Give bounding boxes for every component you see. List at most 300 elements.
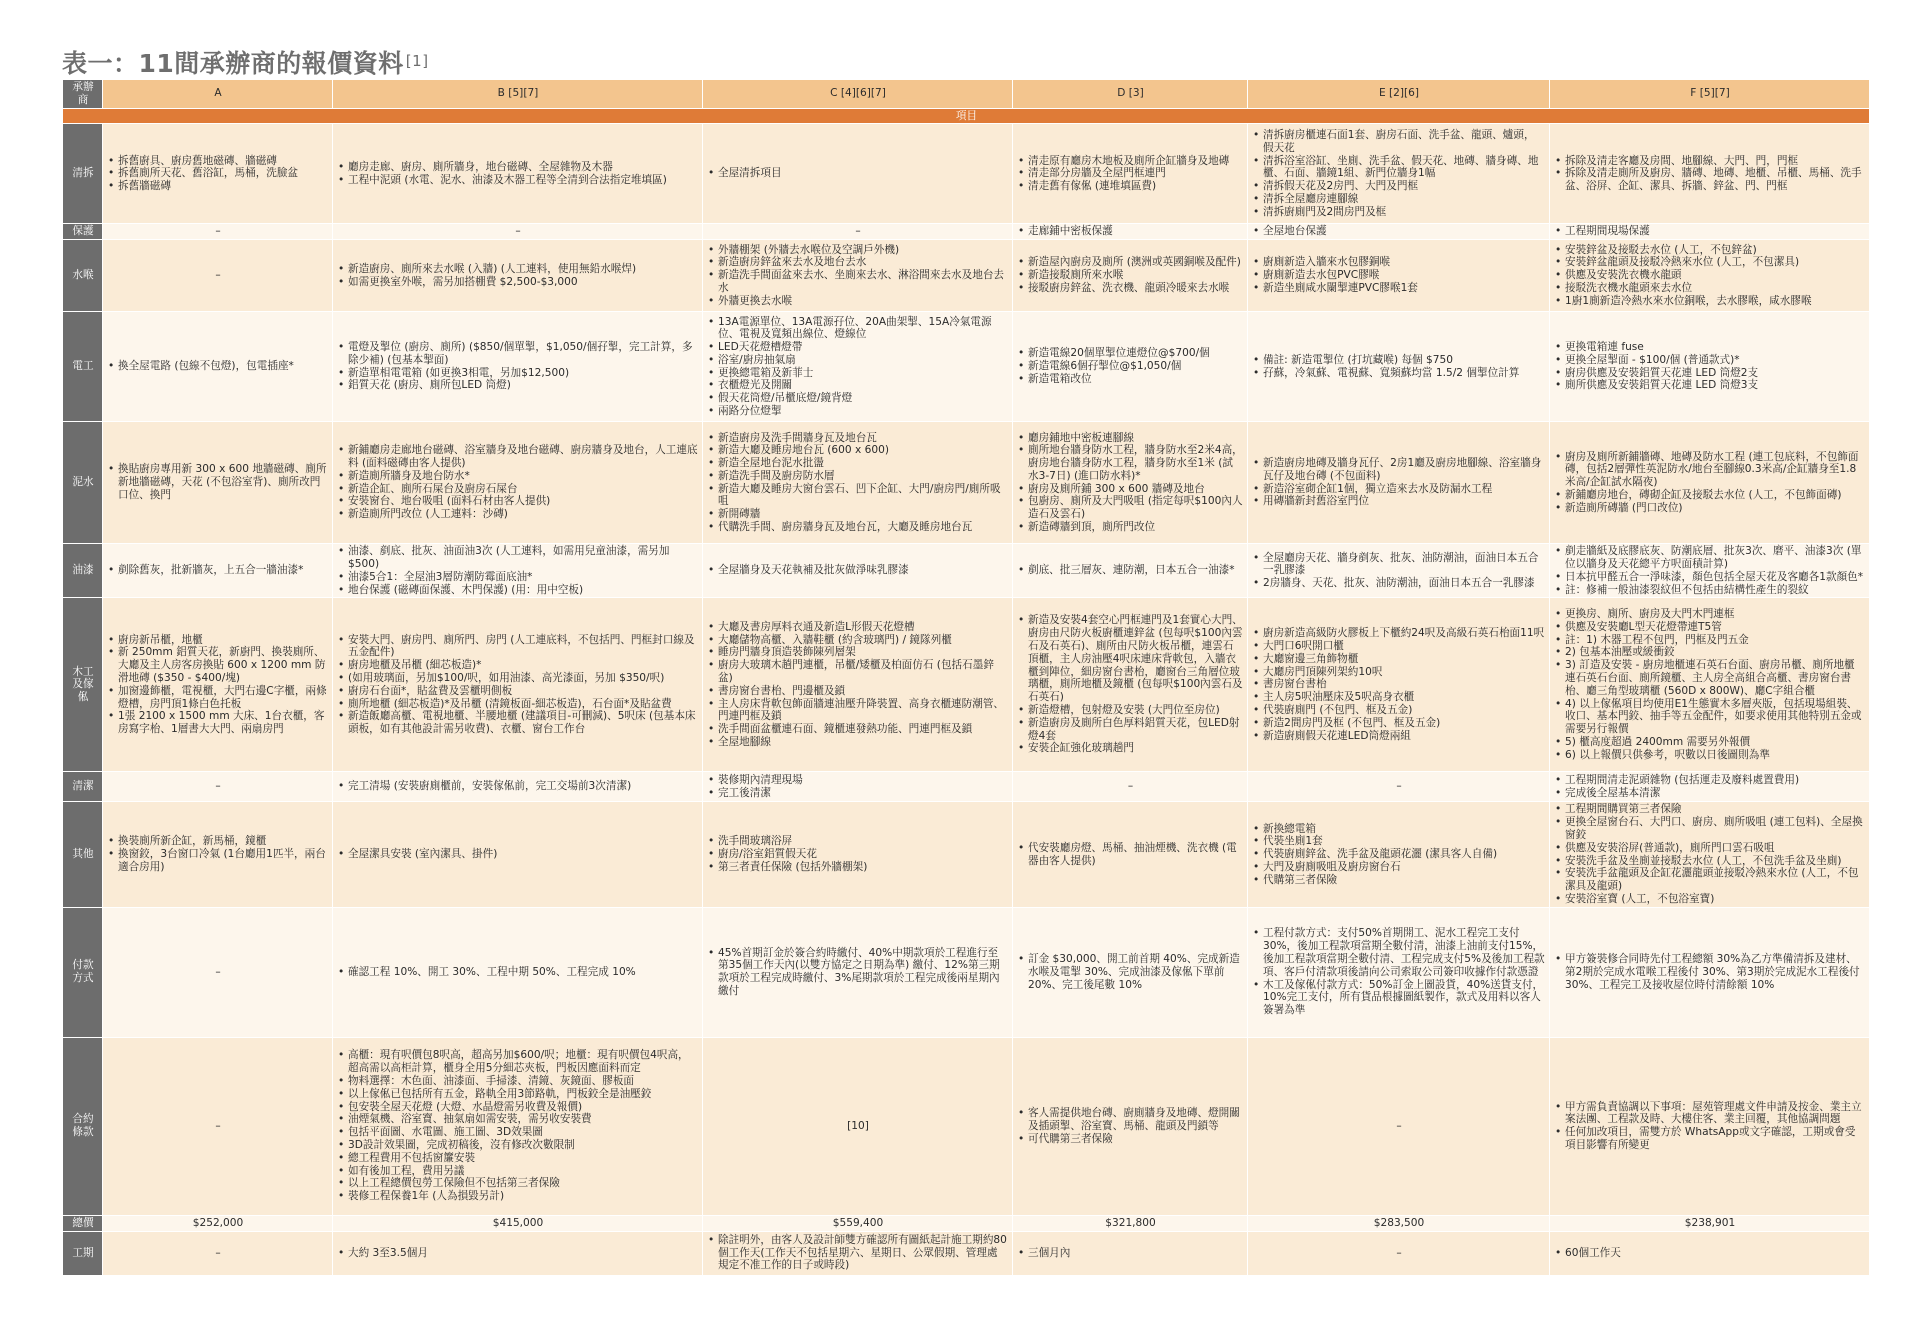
list-item: • 新造電線20個單掣位連燈位@$700/個	[1018, 347, 1243, 360]
row-label-plumbing: 水喉	[63, 240, 103, 312]
row-label-protection: 保護	[63, 224, 103, 240]
bullet-list	[1555, 244, 1865, 308]
list-item: • 供應及安裝廳L型天花燈帶連T5管	[1555, 621, 1865, 634]
cell-duration-vendor-f	[1550, 1231, 1870, 1275]
cell-contract-terms-vendor-b	[333, 1037, 703, 1215]
cell-carpentry-furniture-vendor-f	[1550, 598, 1870, 772]
cell-cleaning-vendor-c	[703, 772, 1013, 802]
list-item: • 裝修期內清理現場	[708, 774, 1008, 787]
list-item: • 清走部分房牆及全屋門框連門	[1018, 167, 1243, 180]
list-item: • 廚房及廁所鋪 300 x 600 牆磚及地台	[1018, 483, 1243, 496]
cell-protection-vendor-a	[103, 224, 333, 240]
bullet-list	[108, 564, 328, 577]
bullet-list	[1253, 823, 1545, 887]
list-item: • 拆舊牆磁磚	[108, 180, 328, 193]
list-item: • 2房牆身、天花、批灰、油防潮油，面油日本五合一乳膠漆	[1253, 577, 1545, 590]
list-item: • 廳房走廊、廚房、廁所牆身，地台磁磚、全屋雜物及木器	[338, 161, 698, 174]
list-item: • 新鋪廳房地台，磚砌企缸及接駁去水位 (人工，不包飾面磚)	[1555, 489, 1865, 502]
cell-text: –	[1396, 1246, 1402, 1259]
bullet-list	[1253, 457, 1545, 508]
list-item: • (如用玻璃面，另加$100/呎，如用油漆、高光漆面，另加 $350/呎)	[338, 672, 698, 685]
cell-text: –	[215, 1246, 221, 1259]
list-item: • 孖蘇，冷氣蘇、電視蘇、寬頻蘇均當 1.5/2 個掣位計算	[1253, 367, 1545, 380]
list-item: • 新造屋內廚房及廁所 (澳洲或英國銅喉及配件)	[1018, 256, 1243, 269]
list-item: • 新造及安裝4套空心門框連門及1套實心大門、廚房由尺防火板廚櫃連鋅盆 (包每呎$100內雲石及石英石)、廁所由尺防火板吊櫃，連雲石頂櫃，主人房油壓4呎床連床背軟包，入牆衣櫃到陣位，細房窗台書枱，廳窗台三角層位玻璃櫃，廁所地櫃及鏡櫃 (包每呎$100內雲石及石英石)	[1018, 614, 1243, 704]
cell-masonry-vendor-e	[1248, 422, 1550, 544]
list-item: • 睡房門牆身頂造裝飾陳列層架	[708, 646, 1008, 659]
cell-plumbing-vendor-e	[1248, 240, 1550, 312]
list-item: • 大廳及書房厚料衣通及新造L形假天花燈槽	[708, 621, 1008, 634]
bullet-list	[1555, 1101, 1865, 1152]
list-item: • 可代購第三者保險	[1018, 1133, 1243, 1146]
cell-painting-vendor-d	[1013, 544, 1248, 598]
quote-comparison-table	[62, 79, 1870, 1276]
list-item: • 如需更換室外喉，需另加搭棚費 $2,500-$3,000	[338, 276, 698, 289]
list-item: • 任何加改項目，需雙方於 WhatsApp或文字確認，工期或會受項目影響有所變更	[1555, 1126, 1865, 1152]
list-item: • 新造單相電電箱 (如更換3相電，另加$12,500)	[338, 367, 698, 380]
list-item: • 新造廚房及廁所白色厚料鋁質天花，包LED射燈4套	[1018, 717, 1243, 743]
bullet-list	[708, 1234, 1008, 1272]
cell-duration-vendor-d	[1013, 1231, 1248, 1275]
list-item: • 新造全屋地台泥水批盪	[708, 457, 1008, 470]
cell-text: –	[855, 225, 861, 238]
list-item: • 廚房大玻璃木趟門連櫃，吊櫃/矮櫃及柏面仿石 (包括石墨鋅盆)	[708, 659, 1008, 685]
page-title	[62, 44, 429, 80]
bullet-list	[1555, 774, 1865, 800]
list-item: • 廚房地櫃及吊櫃 (細芯板造)*	[338, 659, 698, 672]
bullet-list	[338, 966, 698, 979]
list-item: • 6) 以上報價只供參考，呎數以日後圖則為準	[1555, 749, 1865, 762]
vendor-header-c: C [4][6][7]	[703, 80, 1013, 109]
list-item: • 物料選擇：木色面、油漆面、手掃漆、清鏡、灰鏡面、膠板面	[338, 1075, 698, 1088]
table-row-masonry	[63, 422, 1870, 544]
bullet-list	[1018, 256, 1243, 294]
row-label-masonry: 泥水	[63, 422, 103, 544]
cell-duration-vendor-a	[103, 1231, 333, 1275]
list-item: • 代裝廚廁鋅盆、洗手盆及龍頭花灑 (潔具客人自備)	[1253, 848, 1545, 861]
list-item: • 加窗邊飾櫃，電視櫃，大門右邊C字櫃，兩條燈槽，房門頂1條白色托板	[108, 685, 328, 711]
list-item: • 包安裝全屋天花燈 (大燈、水晶燈需另收費及報價)	[338, 1101, 698, 1114]
list-item: • 新造接駁廁所來水喉	[1018, 269, 1243, 282]
bullet-list	[1555, 608, 1865, 762]
list-item: • 新鋪廳房走廊地台磁磚、浴室牆身及地台磁磚、廚房牆身及地台，人工連底料 (面料磁磚由客人提供)	[338, 444, 698, 470]
bullet-list	[1018, 225, 1243, 238]
list-item: • 如有後加工程，費用另議	[338, 1165, 698, 1178]
cell-carpentry-furniture-vendor-a	[103, 598, 333, 772]
table-row-contract-terms	[63, 1037, 1870, 1215]
list-item: • 1廚1廁新造冷熱水來水位銅喉，去水膠喉，咸水膠喉	[1555, 295, 1865, 308]
list-item: • 新造廚房鋅盆來去水及地台去水	[708, 256, 1008, 269]
list-item: • 新造廚房及洗手間牆身瓦及地台瓦	[708, 432, 1008, 445]
cell-plumbing-vendor-b	[333, 240, 703, 312]
list-item: • 1張 2100 x 1500 mm 大床、1台衣櫃，客房寫字枱、1層書大大門、兩扇房門	[108, 710, 328, 736]
vendor-header-e: E [2][6]	[1248, 80, 1550, 109]
list-item: • 全屋廳房天花、牆身剷灰、批灰、油防潮油，面油日本五合一乳膠漆	[1253, 552, 1545, 578]
cell-painting-vendor-f	[1550, 544, 1870, 598]
cell-carpentry-furniture-vendor-d	[1013, 598, 1248, 772]
cell-electrical-vendor-d	[1013, 312, 1248, 422]
list-item: • 更換電箱連 fuse	[1555, 341, 1865, 354]
total-price-value: $252,000	[192, 1216, 244, 1229]
list-item: • 13A電源單位、13A電源孖位、20A曲架掣、15A冷氣電源位、電視及寬頻出線位、燈線位	[708, 316, 1008, 342]
list-item: • 全屋潔具安裝 (室內潔具、掛件)	[338, 848, 698, 861]
bullet-list	[338, 848, 698, 861]
table-row-carpentry-furniture	[63, 598, 1870, 772]
cell-carpentry-furniture-vendor-b	[333, 598, 703, 772]
list-item: • 拆舊廁所天花、舊浴缸，馬桶，洗臉盆	[108, 167, 328, 180]
list-item: • 日本抗甲醛五合一淨味漆，顏色包括全屋天花及客廳各1款顏色*	[1555, 571, 1865, 584]
bullet-list	[708, 947, 1008, 998]
bullet-list	[708, 167, 1008, 180]
cell-electrical-vendor-c	[703, 312, 1013, 422]
table-row-plumbing	[63, 240, 1870, 312]
list-item: • 廚廁新造入牆來水包膠銅喉	[1253, 256, 1545, 269]
cell-demolition-vendor-f	[1550, 124, 1870, 224]
list-item: • 安裝大門、廚房門、廁所門、房門 (人工連底料，不包括門、門框封口線及五金配件)	[338, 634, 698, 660]
list-item: • 廳房鋪地中密板連腳線	[1018, 432, 1243, 445]
bullet-list	[1018, 1107, 1243, 1145]
list-item: • 包廚房、廁所及大門吸咀 (指定每呎$100內人造石及雲石)	[1018, 495, 1243, 521]
cell-carpentry-furniture-vendor-c	[703, 598, 1013, 772]
cell-others-vendor-c	[703, 802, 1013, 907]
bullet-list	[338, 444, 698, 521]
list-item: • 廚房石台面*，貼盆費及雲櫃明側板	[338, 685, 698, 698]
cell-duration-vendor-e	[1248, 1231, 1550, 1275]
list-item: • 廚房/浴室鋁質假天花	[708, 848, 1008, 861]
cell-payment-terms-vendor-b	[333, 907, 703, 1037]
cell-contract-terms-vendor-d	[1013, 1037, 1248, 1215]
list-item: • 工程期間購買第三者保險	[1555, 803, 1865, 816]
vendor-header-row	[63, 80, 1870, 109]
bullet-list	[338, 545, 698, 596]
bullet-list	[708, 244, 1008, 308]
bullet-list	[1253, 256, 1545, 294]
list-item: • 高櫃：現有呎價包8呎高，超高另加$600/呎；地櫃：現有呎價包4呎高，超高需以高柜計算，櫃身全用5分細芯夾板，門板因應面料而定	[338, 1049, 698, 1075]
list-item: • 主人房床背軟包飾面牆連油壓升降裝置、高身衣櫃連防潮管、門連門框及鎖	[708, 698, 1008, 724]
cell-total-price-vendor-e	[1248, 1215, 1550, 1231]
cell-painting-vendor-e	[1248, 544, 1550, 598]
list-item: • 廁所地台牆身防水工程，牆身防水至2米4高，廚房地台牆身防水工程，牆身防水至1米 (試水3-7日) (進口防水料)*	[1018, 444, 1243, 482]
list-item: • 5) 櫃高度超過 2400mm 需要另外報價	[1555, 736, 1865, 749]
list-item: • 三個月內	[1018, 1247, 1243, 1260]
bullet-list	[708, 432, 1008, 534]
list-item: • 甲方需負責協調以下事項：屋苑管理處文件申請及按金、業主立案法團、工程款及時、大樓住客、業主回覆，其他協調問題	[1555, 1101, 1865, 1127]
cell-masonry-vendor-c	[703, 422, 1013, 544]
list-item: • 完成後全屋基本清潔	[1555, 787, 1865, 800]
bullet-list	[708, 621, 1008, 749]
cell-cleaning-vendor-a	[103, 772, 333, 802]
list-item: • 書房窗台書枱	[1253, 678, 1545, 691]
list-item: • 清拆全屋廳房連腳線	[1253, 193, 1545, 206]
list-item: • 清走舊有傢俬 (連堆填區費)	[1018, 180, 1243, 193]
cell-total-price-vendor-a	[103, 1215, 333, 1231]
list-item: • 接駁廚房鋅盆、洗衣機、龍頭冷暖來去水喉	[1018, 282, 1243, 295]
list-item: • 供應及安裝洗衣機水龍頭	[1555, 269, 1865, 282]
cell-text: –	[215, 965, 221, 978]
list-item: • 走廊鋪中密板保護	[1018, 225, 1243, 238]
table-row-cleaning	[63, 772, 1870, 802]
table-row-electrical	[63, 312, 1870, 422]
list-item: • 清走原有廳房木地板及廁所企缸牆身及地磚	[1018, 155, 1243, 168]
list-item: • 安裝鋅盆及接駁去水位 (人工，不包鋅盆)	[1555, 244, 1865, 257]
cell-others-vendor-d	[1013, 802, 1248, 907]
list-item: • 安裝企缸強化玻璃趟門	[1018, 742, 1243, 755]
list-item: • 45%首期訂金於簽合約時繳付、40%中期款項於工程進行至第35個工作天內(以雙方協定之日期為準) 繳付、12%第三期款項於工程完成時繳付、3%尾期款項於工程完成後兩星期內繳付	[708, 947, 1008, 998]
cell-text: [10]	[847, 1119, 869, 1132]
list-item: • 大門口6呎開口櫃	[1253, 640, 1545, 653]
list-item: • 註：1) 木器工程不包門，門框及門五金	[1555, 634, 1865, 647]
cell-plumbing-vendor-c	[703, 240, 1013, 312]
list-item: • 訂金 $30,000、開工前首期 40%、完成新造水喉及電掣 30%、完成油漆及傢俬下單前 20%、完工後尾數 10%	[1018, 953, 1243, 991]
list-item: • 大約 3至3.5個月	[338, 1247, 698, 1260]
bullet-list	[1018, 842, 1243, 868]
cell-payment-terms-vendor-f	[1550, 907, 1870, 1037]
list-item: • 大廳房門頂陳列架約10呎	[1253, 666, 1545, 679]
list-item: • 木工及傢俬付款方式：50%訂金上圖設貨，40%送貨支付，10%完工支付，所有貨品根據圖紙製作，款式及用料以客人簽署為準	[1253, 979, 1545, 1017]
table-row-others	[63, 802, 1870, 907]
list-item: • 新造洗手間面盆來去水、坐廁來去水、淋浴間來去水及地台去水	[708, 269, 1008, 295]
list-item: • 安裝窗台、地台吸咀 (面料石材由客人提供)	[338, 495, 698, 508]
bullet-list	[108, 360, 328, 373]
list-item: • 工程期間清走泥頭雜物 (包括運走及廢料處置費用)	[1555, 774, 1865, 787]
vendor-header-d: D [3]	[1013, 80, 1248, 109]
cell-contract-terms-vendor-a	[103, 1037, 333, 1215]
list-item: • 除註明外，由客人及設計師雙方確認所有圖紙起計施工期約80個工作天(工作天不包括星期六、星期日、公眾假期、管理處規定不准工作的日子或時段)	[708, 1234, 1008, 1272]
bullet-list	[108, 634, 328, 736]
list-item: • 油煙氣機、浴室寶、抽氣扇如需安裝，需另收安裝費	[338, 1113, 698, 1126]
list-item: • 清拆假天花及2房門、大門及門框	[1253, 180, 1545, 193]
list-item: • 新換總電箱	[1253, 823, 1545, 836]
row-label-total-price: 總價	[63, 1215, 103, 1231]
table-row-payment-terms	[63, 907, 1870, 1037]
bullet-list	[1018, 614, 1243, 755]
bullet-list	[1018, 155, 1243, 193]
list-item: • 新造廁所磚牆 (門口改位)	[1555, 502, 1865, 515]
cell-electrical-vendor-e	[1248, 312, 1550, 422]
bullet-list	[708, 316, 1008, 418]
list-item: • 全屋牆身及天花執補及批灰做淨味乳膠漆	[708, 564, 1008, 577]
cell-demolition-vendor-d	[1013, 124, 1248, 224]
list-item: • 新 250mm 鋁質天花，新廚門、換裝廁所、大廳及主人房客房換貼 600 x 1200 mm 防滑地磚 ($350 - $400/塊)	[108, 646, 328, 684]
total-price-value: $559,400	[832, 1216, 884, 1229]
list-item: • 廁所供應及安裝鋁質天花連 LED 筒燈3支	[1555, 379, 1865, 392]
bullet-list	[1018, 1247, 1243, 1260]
cell-demolition-vendor-e	[1248, 124, 1550, 224]
list-item: • 浴室/廚房抽氣扇	[708, 354, 1008, 367]
cell-cleaning-vendor-e	[1248, 772, 1550, 802]
cell-plumbing-vendor-a	[103, 240, 333, 312]
cell-duration-vendor-b	[333, 1231, 703, 1275]
list-item: • 工程付款方式：支付50%首期開工、泥水工程完工支付30%，後加工程款項當期全數付清，油漆上油前支付15%，後加工程款項當期全數付清、工程完成支付5%及後加工程款項、客戶付清款項後請向公司索取公司簽印收據作付款憑證	[1253, 927, 1545, 978]
list-item: • 新造飯廳高櫃、電視地櫃、半腰地櫃 (建議項目-可刪減)、5呎床 (包基本床頭板，如有其他設計需另收費)、衣櫃、窗台工作台	[338, 710, 698, 736]
list-item: • 接駁洗衣機水龍頭來去水位	[1555, 282, 1865, 295]
title-reference: [1]	[405, 52, 429, 70]
list-item: • 更換全屋掣面 - $100/個 (普通款式)*	[1555, 354, 1865, 367]
list-item: • 全屋清拆項目	[708, 167, 1008, 180]
list-item: • 地台保護 (磁磚面保護、木門保護) (用：用中空板)	[338, 584, 698, 597]
bullet-list	[1555, 155, 1865, 193]
list-item: • 註：修補一般油漆裂紋但不包括由結構性產生的裂紋	[1555, 584, 1865, 597]
bullet-list	[708, 774, 1008, 800]
list-item: • 清拆浴室浴缸、坐廁、洗手盆、假天花、地磚、牆身磚、地櫃、石面、牆鏡1組、新門位牆身1幅	[1253, 155, 1545, 181]
vendor-header-b: B [5][7]	[333, 80, 703, 109]
list-item: • 清拆廚房櫃連石面1套、廚房石面、洗手盆、龍頭、爐頭，假天花	[1253, 129, 1545, 155]
list-item: • 剷除舊灰，批新牆灰，上五合一牆油漆*	[108, 564, 328, 577]
bullet-list	[1253, 927, 1545, 1017]
cell-others-vendor-b	[333, 802, 703, 907]
table-row-duration	[63, 1231, 1870, 1275]
list-item: • 甲方簽裝修合同時先付工程總額 30%為乙方準備清拆及建材、第2期於完成水電喉工程後付 30%、第3期於完成泥水工程後付 30%、工程完工及接收屋位時付清餘額 10%	[1555, 953, 1865, 991]
bullet-list	[708, 564, 1008, 577]
bullet-list	[1018, 953, 1243, 991]
list-item: • 安裝浴室寶 (人工，不包浴室寶)	[1555, 893, 1865, 906]
list-item: • 工程中泥頭 (水電、泥水、油漆及木器工程等全清到合法指定堆填區)	[338, 174, 698, 187]
bullet-list	[1253, 552, 1545, 590]
cell-painting-vendor-a	[103, 544, 333, 598]
row-label-duration: 工期	[63, 1231, 103, 1275]
bullet-list	[338, 780, 698, 793]
cell-text: –	[215, 225, 221, 238]
bullet-list	[338, 161, 698, 187]
list-item: • 油漆、剷底、批灰、油面油3次 (人工連料，如需用兒童油漆，需另加 $500)	[338, 545, 698, 571]
cell-total-price-vendor-f	[1550, 1215, 1870, 1231]
list-item: • 更換全屋窗台石、大門口、廚房、廁所吸咀 (連工包料)、全屋換窗鉸	[1555, 816, 1865, 842]
list-item: • 外牆更換去水喉	[708, 295, 1008, 308]
list-item: • 兩路分位燈掣	[708, 405, 1008, 418]
list-item: • 清拆廚廁門及2間房門及框	[1253, 206, 1545, 219]
list-item: • 剷走牆紙及底膠底灰、防潮底層、批灰3次、磨平、油漆3次 (單位以牆身及天花總平方呎面積計算)	[1555, 545, 1865, 571]
cell-masonry-vendor-a	[103, 422, 333, 544]
list-item: • 換窗鉸，3台窗口冷氣 (1台廳用1匹半，兩台適合房用)	[108, 848, 328, 874]
bullet-list	[338, 1247, 698, 1260]
list-item: • 廚房新吊櫃，地櫃	[108, 634, 328, 647]
total-price-value: $321,800	[1105, 1216, 1156, 1229]
row-label-cleaning: 清潔	[63, 772, 103, 802]
list-item: • 總工程費用不包括窗簾安裝	[338, 1152, 698, 1165]
row-label-demolition: 清拆	[63, 124, 103, 224]
list-item: • 用磚牆新封舊浴室門位	[1253, 495, 1545, 508]
row-label-carpentry-furniture: 木工及傢俬	[63, 598, 103, 772]
list-item: • 大廳窗邊三角飾物櫃	[1253, 653, 1545, 666]
list-item: • 全屋地腳線	[708, 736, 1008, 749]
cell-total-price-vendor-d	[1013, 1215, 1248, 1231]
item-band-row	[63, 108, 1870, 124]
list-item: • 供應及安裝浴屏(普通款)，廁所門口雲石吸咀	[1555, 842, 1865, 855]
list-item: • 油漆5合1：全屋油3層防潮防霉面底油*	[338, 571, 698, 584]
list-item: • 鋁質天花 (廚房、廁所包LED 筒燈)	[338, 379, 698, 392]
list-item: • 新造坐廁咸水闌掣連PVC膠喉1套	[1253, 282, 1545, 295]
bullet-list	[1253, 354, 1545, 380]
list-item: • 電燈及掣位 (廚房、廁所) ($850/個單掣，$1,050/個孖掣，完工計算，多除少補) (包基本掣面)	[338, 341, 698, 367]
list-item: • 代購第三者保險	[1253, 874, 1545, 887]
bullet-list	[1555, 341, 1865, 392]
vendor-header-a: A	[103, 80, 333, 109]
list-item: • 書房窗台書枱、門邊櫃及鎖	[708, 685, 1008, 698]
cell-contract-terms-vendor-f	[1550, 1037, 1870, 1215]
list-item: • 新造廚廁假天花連LED筒燈兩組	[1253, 730, 1545, 743]
bullet-list	[1018, 347, 1243, 385]
list-item: • 剷底、批三層灰、連防潮，日本五合一油漆*	[1018, 564, 1243, 577]
total-price-value: $283,500	[1373, 1216, 1425, 1229]
bullet-list	[1555, 953, 1865, 991]
bullet-list	[708, 835, 1008, 873]
list-item: • 以上工程總價包勞工保險但不包括第三者保險	[338, 1177, 698, 1190]
list-item: • 新造廁所牆身及地台防水*	[338, 470, 698, 483]
list-item: • 拆除及清走客廳及房間、地腳線、大門、門，門框	[1555, 155, 1865, 168]
contractor-header: 承辦商	[63, 80, 103, 109]
cell-protection-vendor-b	[333, 224, 703, 240]
cell-demolition-vendor-a	[103, 124, 333, 224]
table-row-total-price	[63, 1215, 1870, 1231]
list-item: • 安裝洗手盆及坐廁並接駁去水位 (人工，不包洗手盆及坐廁)	[1555, 855, 1865, 868]
list-item: • 備註: 新造電掣位 (打坑藏喉) 每個 $750	[1253, 354, 1545, 367]
list-item: • 代裝廚廁門 (不包門、框及五金)	[1253, 704, 1545, 717]
cell-total-price-vendor-b	[333, 1215, 703, 1231]
cell-contract-terms-vendor-e	[1248, 1037, 1550, 1215]
list-item: • 新造大廳及睡房地台瓦 (600 x 600)	[708, 444, 1008, 457]
cell-text: –	[215, 269, 221, 282]
bullet-list	[1018, 564, 1243, 577]
list-item: • 第三者責任保險 (包括外牆棚架)	[708, 861, 1008, 874]
list-item: • 主人房5呎油壓床及5呎高身衣櫃	[1253, 691, 1545, 704]
list-item: • 廁所地櫃 (細芯板造)*及吊櫃 (清鏡板面-細芯板造)，石台面*及貼盆費	[338, 698, 698, 711]
cell-masonry-vendor-b	[333, 422, 703, 544]
list-item: • 代安裝廳房燈、馬桶、抽油煙機、洗衣機 (電器由客人提供)	[1018, 842, 1243, 868]
row-label-electrical: 電工	[63, 312, 103, 422]
list-item: • 代裝坐廁1套	[1253, 835, 1545, 848]
list-item: • 新造燈槽，包射燈及安裝 (大門位至房位)	[1018, 704, 1243, 717]
row-label-others: 其他	[63, 802, 103, 907]
bullet-list	[1555, 225, 1865, 238]
list-item: • 廚房供應及安裝鋁質天花連 LED 筒燈2支	[1555, 367, 1865, 380]
list-item: • 新造洗手間及廚房防水層	[708, 470, 1008, 483]
cell-cleaning-vendor-f	[1550, 772, 1870, 802]
list-item: • 3) 訂造及安裝 - 廚房地櫃連石英石台面、廚房吊櫃、廁所地櫃連石英石台面、廁所鏡櫃、主人房全高組合高櫃、書房窗台書枱、廳三角型玻璃櫃 (560D x 800W)、廳C字組合櫃	[1555, 659, 1865, 697]
list-item: • 拆除及清走廁所及廚房、牆磚、地磚、地櫃、吊櫃、馬桶、洗手盆、浴屏、企缸、潔具、拆牆、鋅盆、門、門框	[1555, 167, 1865, 193]
list-item: • 裝修工程保養1年 (人為損毀另計)	[338, 1190, 698, 1203]
bullet-list	[338, 263, 698, 289]
total-price-value: $238,901	[1684, 1216, 1736, 1229]
list-item: • 廚廁新造去水包PVC膠喉	[1253, 269, 1545, 282]
cell-plumbing-vendor-f	[1550, 240, 1870, 312]
list-item: • 60個工作天	[1555, 1247, 1865, 1260]
quote-body	[63, 124, 1870, 1275]
row-label-contract-terms: 合約條款	[63, 1037, 103, 1215]
bullet-list	[108, 155, 328, 193]
list-item: • 大門及廚廁吸咀及廚房窗台石	[1253, 861, 1545, 874]
cell-others-vendor-a	[103, 802, 333, 907]
cell-protection-vendor-f	[1550, 224, 1870, 240]
list-item: • 新造大廳及睡房大窗台雲石、凹下企缸、大門/廚房門/廁所吸咀	[708, 483, 1008, 509]
bullet-list	[1018, 432, 1243, 534]
list-item: • 假天花筒燈/吊櫃底燈/鏡背燈	[708, 392, 1008, 405]
list-item: • LED天花燈槽燈帶	[708, 341, 1008, 354]
cell-cleaning-vendor-d	[1013, 772, 1248, 802]
bullet-list	[1555, 803, 1865, 905]
row-label-painting: 油漆	[63, 544, 103, 598]
cell-electrical-vendor-a	[103, 312, 333, 422]
cell-text: –	[515, 225, 521, 238]
bullet-list	[338, 1049, 698, 1203]
list-item: • 3D設計效果圖，完成初稿後，沒有修改次數限制	[338, 1139, 698, 1152]
list-item: • 4) 以上傢俬項目均使用E1生態實木多層夾版，包括現場組裝、收口、基本門鉸、抽手等五金配件，如要求使用其他特別五金或需要另行報價	[1555, 698, 1865, 736]
list-item: • 洗手間玻璃浴屏	[708, 835, 1008, 848]
bullet-list	[1555, 451, 1865, 515]
list-item: • 衣櫃燈光及開關	[708, 379, 1008, 392]
cell-protection-vendor-c	[703, 224, 1013, 240]
cell-text: –	[1127, 780, 1134, 793]
cell-payment-terms-vendor-d	[1013, 907, 1248, 1037]
